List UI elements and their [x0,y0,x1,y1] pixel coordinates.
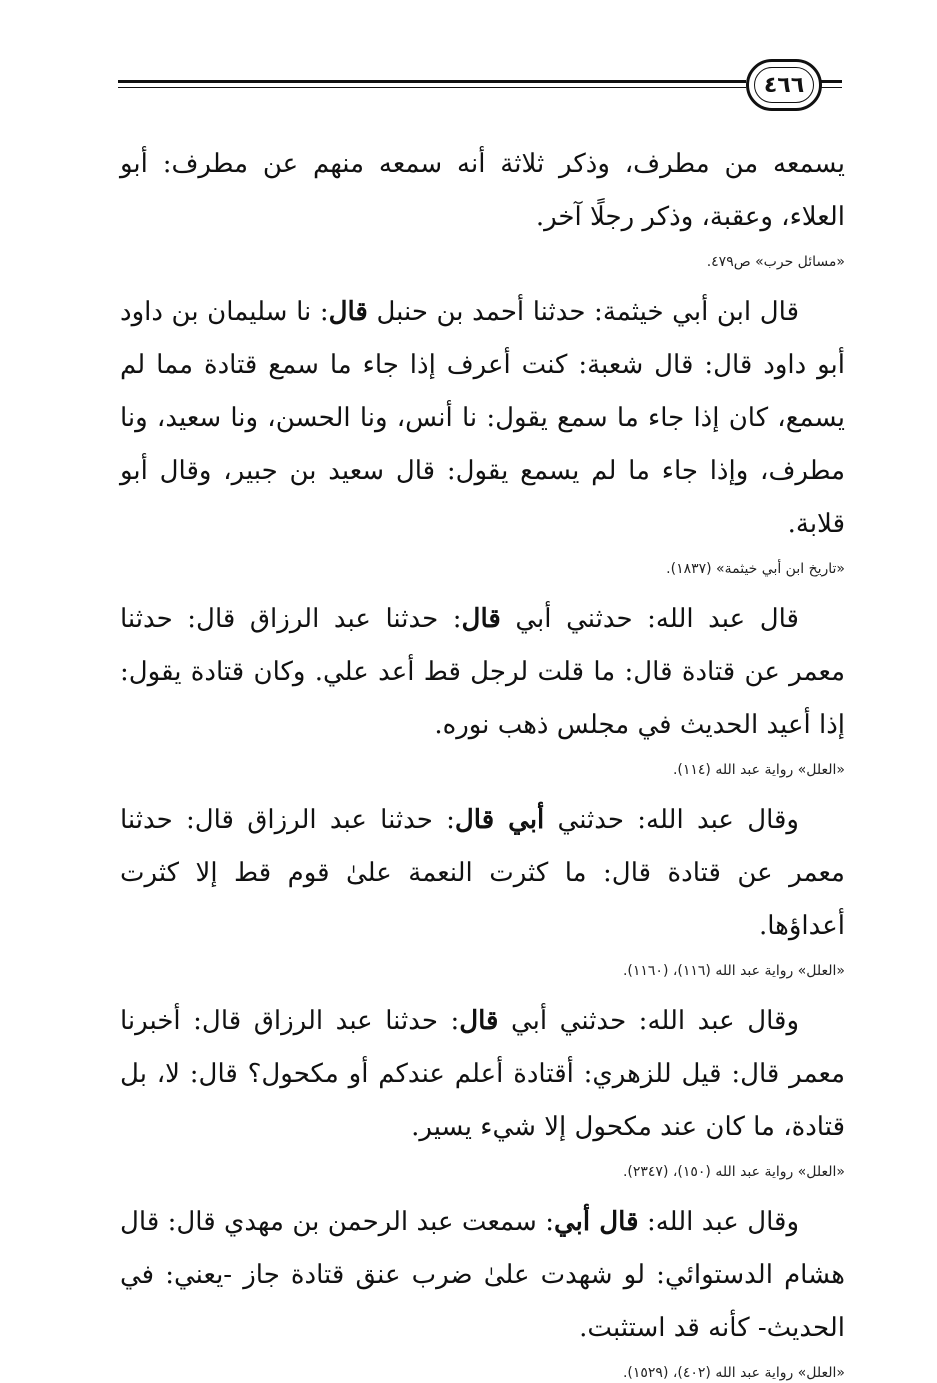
paragraph-6 [120,1196,845,1355]
narrator: وقال عبد الله: حدثني أبي [511,1006,799,1036]
paragraph-5 [120,995,845,1154]
page-header [118,56,842,112]
source-citation-6: «العلل» رواية عبد الله (٤٠٢)، (١٥٢٩). [622,1365,845,1381]
qal-keyword: أبي قال [454,805,545,835]
qal-keyword: قال [459,1006,499,1036]
header-rule-tail-bottom [820,87,842,88]
paragraph-text: : سمعت عبد الرحمن بن مهدي قال: قال هشام الدستوائي: لو شهدت علىٰ ضرب عنق قتادة جاز -يعني: في الحديث- كأنه قد استثبت. [120,1207,845,1343]
paragraph-text: : حدثنا عبد الرزاق قال: أخبرنا معمر قال: قيل للزهري: أقتادة أعلم عندكم أو مكحول؟ قال: لا، بل قتادة، ما كان عند مكحول إلا شيء يسير. [120,1006,845,1142]
header-rule-tail-top [820,80,842,83]
paragraph-2 [120,286,845,551]
page-number: ٤٦٦ [763,72,805,98]
source-citation-4: «العلل» رواية عبد الله (١١٦)، (١١٦٠). [622,963,845,979]
narrator: قال ابن أبي خيثمة: حدثنا أحمد بن حنبل [376,297,799,327]
paragraph-text: : حدثنا عبد الرزاق قال: حدثنا معمر عن قتادة قال: ما قلت لرجل قط أعد علي. وكان قتادة يقول: إذا أعيد الحديث في مجلس ذهب نوره. [120,604,845,740]
source-citation-2: «تاريخ ابن أبي خيثمة» (١٨٣٧). [666,561,845,577]
narrator: قال عبد الله: حدثني أبي [515,604,799,634]
paragraph-1 [120,138,845,244]
paragraph-text: : نا سليمان بن داود أبو داود قال: قال شعبة: كنت أعرف إذا جاء ما سمع قتادة مما لم يسمع، كان إذا جاء ما سمع يقول: نا أنس، ونا الحسن، ونا سعيد، ونا مطرف، وإذا جاء ما لم يسمع يقول: قال سعيد بن جبير، وقال أبو قلابة. [120,297,845,539]
paragraph-text: يسمعه من مطرف، وذكر ثلاثة أنه سمعه منهم عن مطرف: أبو العلاء، وعقبة، وذكر رجلًا آخر. [120,149,845,232]
qal-keyword: قال [328,297,368,327]
page-number-badge [746,59,822,111]
paragraph-text: : حدثنا عبد الرزاق قال: حدثنا معمر عن قتادة قال: ما كثرت النعمة علىٰ قوم قط إلا كثرت أعداؤها. [120,805,845,941]
qal-keyword: قال [461,604,501,634]
narrator: وقال عبد الله: [646,1207,799,1237]
header-rule-top [118,80,746,83]
paragraph-4 [120,794,845,953]
qal-keyword: قال أبي [553,1207,639,1237]
narrator: وقال عبد الله: حدثني [557,805,799,835]
source-citation-3: «العلل» رواية عبد الله (١١٤). [672,762,845,778]
paragraph-3 [120,593,845,752]
page-body [120,138,845,1383]
header-rule-bottom [118,87,746,88]
source-citation-5: «العلل» رواية عبد الله (١٥٠)، (٢٣٤٧). [622,1164,845,1180]
source-citation-1: «مسائل حرب» ص٤٧٩. [706,254,845,270]
